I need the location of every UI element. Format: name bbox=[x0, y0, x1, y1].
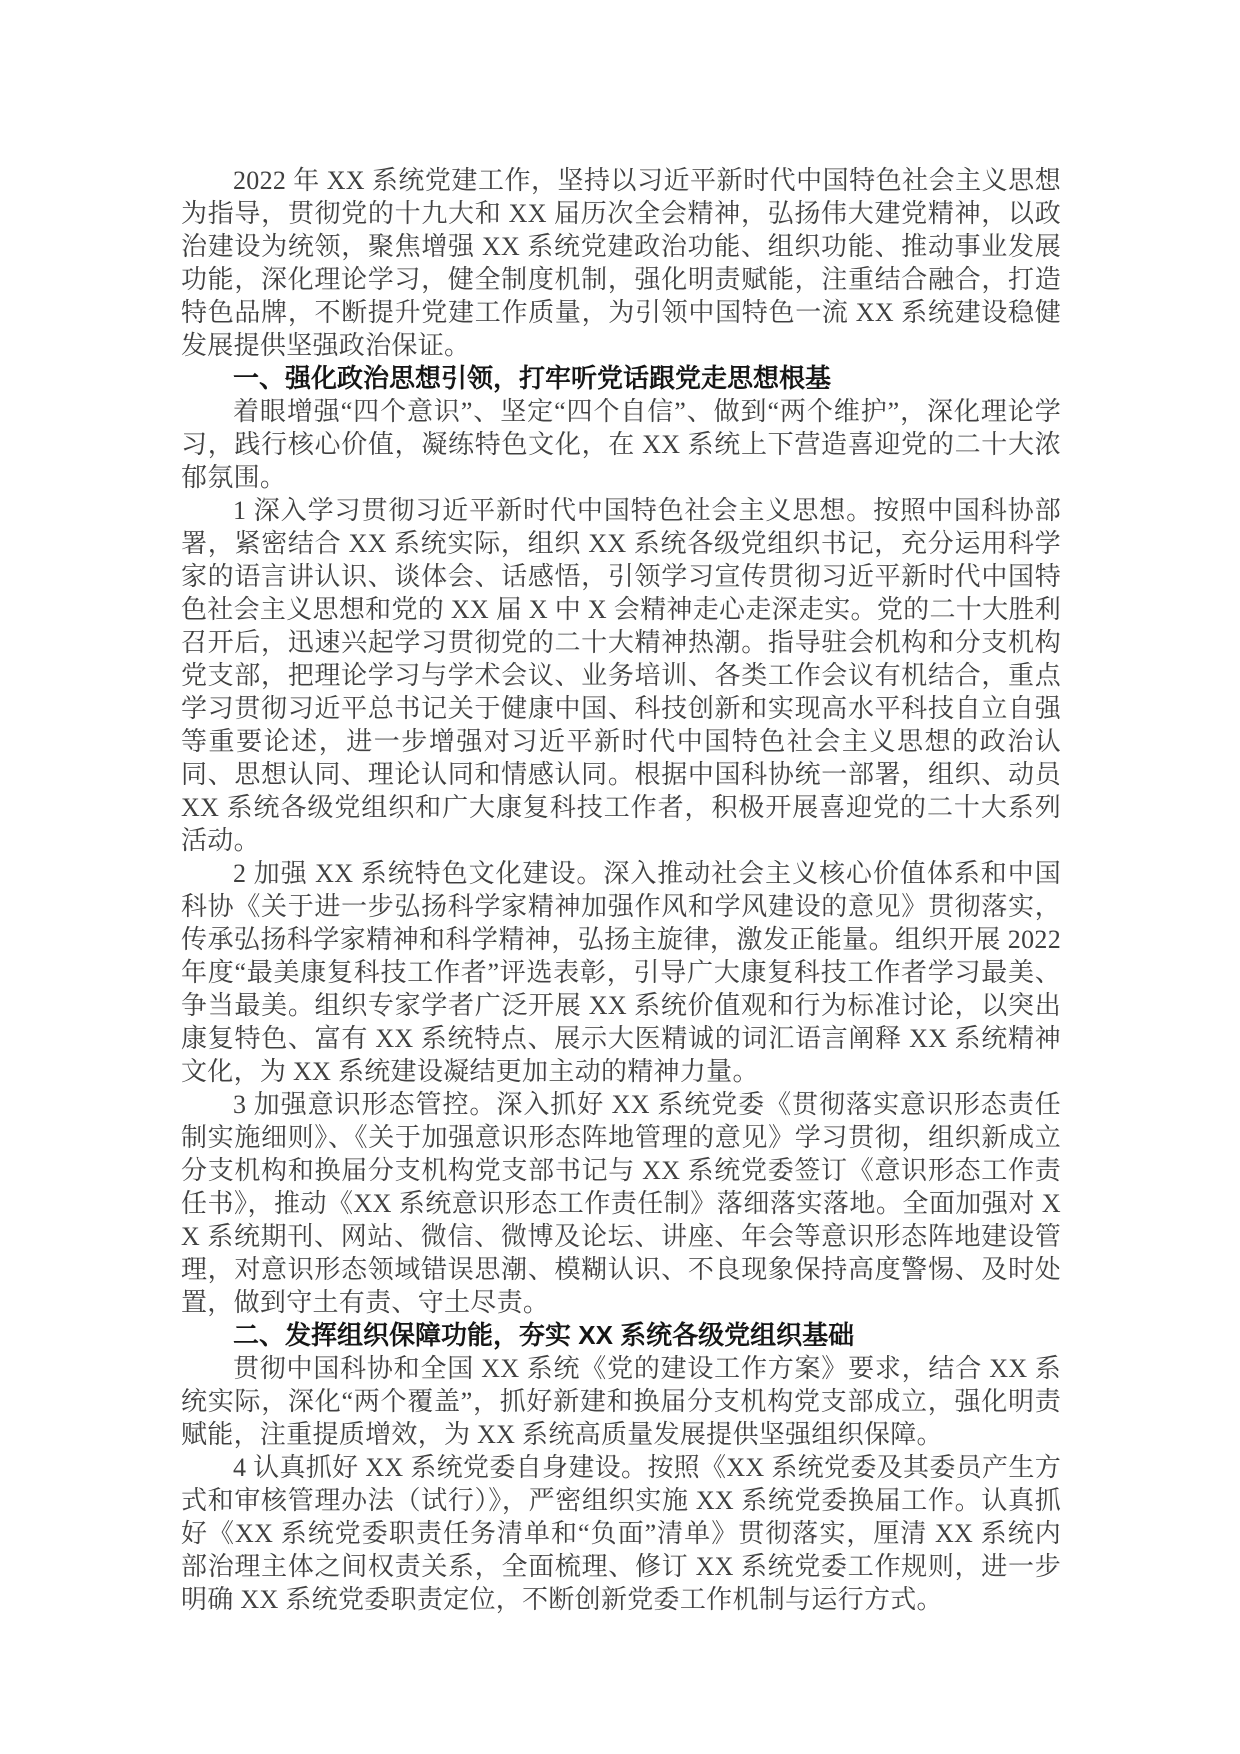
paragraph-section2-lead: 贯彻中国科协和全国 XX 系统《党的建设工作方案》要求，结合 XX 系统实际，深化“两个覆盖”，抓好新建和换届分支机构党支部成立，强化明责赋能，注重提质增效，为 XX 系统高质量发展提供坚强组织保障。 bbox=[181, 1354, 1061, 1449]
section-heading-1: 一、强化政治思想引领，打牢听党话跟党走思想根基 bbox=[233, 363, 832, 393]
paragraph-item-2: 2 加强 XX 系统特色文化建设。深入推动社会主义核心价值体系和中国科协《关于进一步弘扬科学家精神加强作风和学风建设的意见》贯彻落实，传承弘扬科学家精神和科学精神，弘扬主旋律，激发正能量。组织开展 2022 年度“最美康复科技工作者”评选表彰，引导广大康复科技工作者学习最美、争当最美。组织专家学者广泛开展 XX 系统价值观和行为标准讨论，以突出康复特色、富有 XX 系统特点、展示大医精诚的词汇语言阐释 XX 系统精神文化，为 XX 系统建设凝结更加主动的精神力量。 bbox=[181, 859, 1061, 1086]
section-heading-2: 二、发挥组织保障功能，夯实 XX 系统各级党组织基础 bbox=[233, 1320, 855, 1350]
paragraph-item-1: 1 深入学习贯彻习近平新时代中国特色社会主义思想。按照中国科协部署，紧密结合 XX 系统实际，组织 XX 系统各级党组织书记，充分运用科学家的语言讲认识、谈体会、话感悟，引领学习宣传贯彻习近平新时代中国特色社会主义思想和党的 XX 届 X 中 X 会精神走心走深走实。党的二十大胜利召开后，迅速兴起学习贯彻党的二十大精神热潮。指导驻会机构和分支机构党支部，把理论学习与学术会议、业务培训、各类工作会议有机结合，重点学习贯彻习近平总书记关于健康中国、科技创新和实现高水平科技自立自强等重要论述，进一步增强对习近平新时代中国特色社会主义思想的政治认同、思想认同、理论认同和情感认同。根据中国科协统一部署，组织、动员 XX 系统各级党组织和广大康复科技工作者，积极开展喜迎党的二十大系列活动。 bbox=[181, 496, 1061, 855]
paragraph-section1-lead: 着眼增强“四个意识”、坚定“四个自信”、做到“两个维护”，深化理论学习，践行核心价值，凝练特色文化，在 XX 系统上下营造喜迎党的二十大浓郁氛围。 bbox=[181, 397, 1061, 492]
paragraph-item-3: 3 加强意识形态管控。深入抓好 XX 系统党委《贯彻落实意识形态责任制实施细则》、《关于加强意识形态阵地管理的意见》学习贯彻，组织新成立分支机构和换届分支机构党支部书记与 XX 系统党委签订《意识形态工作责任书》，推动《XX 系统意识形态工作责任制》落细落实落地。全面加强对 XX 系统期刊、网站、微信、微博及论坛、讲座、年会等意识形态阵地建设管理，对意识形态领域错误思潮、模糊认识、不良现象保持高度警惕、及时处置，做到守土有责、守土尽责。 bbox=[181, 1090, 1061, 1317]
paragraph-intro: 2022 年 XX 系统党建工作，坚持以习近平新时代中国特色社会主义思想为指导，贯彻党的十九大和 XX 届历次全会精神，弘扬伟大建党精神，以政治建设为统领，聚焦增强 XX 系统党建政治功能、组织功能、推动事业发展功能，深化理论学习，健全制度机制，强化明责赋能，注重结合融合，打造特色品牌，不断提升党建工作质量，为引领中国特色一流 XX 系统建设稳健发展提供坚强政治保证。 bbox=[181, 166, 1061, 360]
paragraph-item-4: 4 认真抓好 XX 系统党委自身建设。按照《XX 系统党委及其委员产生方式和审核管理办法（试行）》，严密组织实施 XX 系统党委换届工作。认真抓好《XX 系统党委职责任务清单和“负面”清单》贯彻落实，厘清 XX 系统内部治理主体之间权责关系，全面梳理、修订 XX 系统党委工作规则，进一步明确 XX 系统党委职责定位，不断创新党委工作机制与运行方式。 bbox=[181, 1453, 1061, 1614]
document-body bbox=[181, 164, 1061, 1616]
